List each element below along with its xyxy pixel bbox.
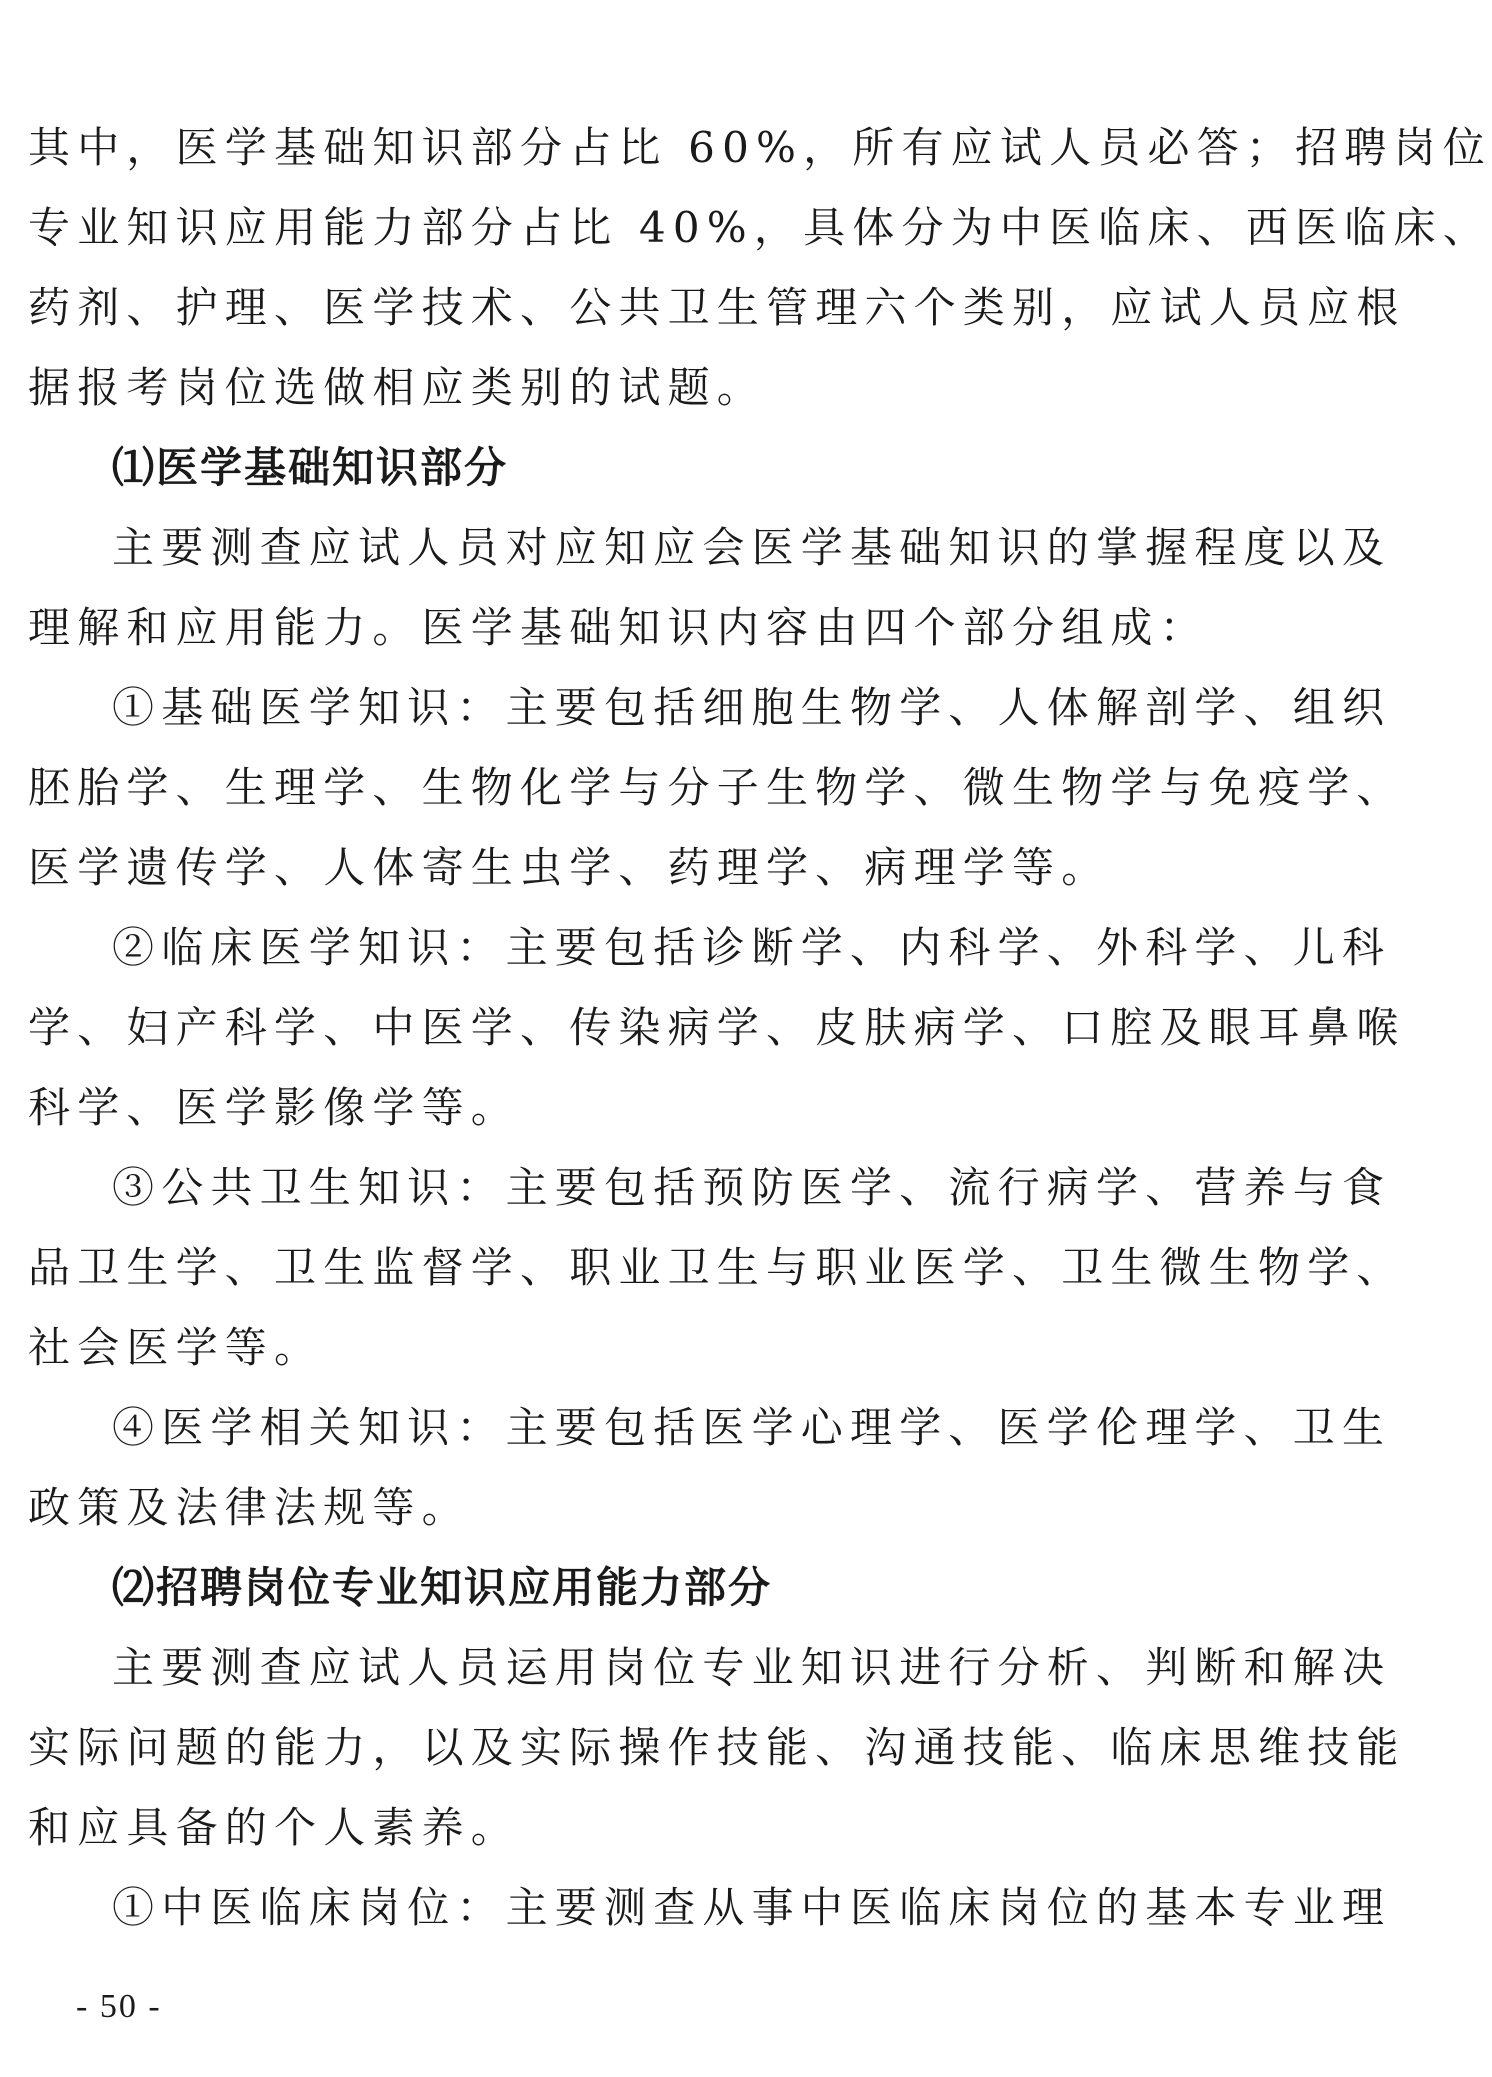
- text-line: 学、妇产科学、中医学、传染病学、皮肤病学、口腔及眼耳鼻喉: [28, 1003, 1406, 1052]
- document-body: [28, 108, 1492, 1948]
- text-line: 政策及法律法规等。: [28, 1483, 471, 1532]
- text-line: ①基础医学知识：主要包括细胞生物学、人体解剖学、组织: [112, 683, 1392, 732]
- text-line: 专业知识应用能力部分占比 40%，具体分为中医临床、西医临床、: [28, 203, 1492, 252]
- section-heading: ⑵招聘岗位专业知识应用能力部分: [112, 1563, 773, 1612]
- section-heading: ⑴医学基础知识部分: [112, 443, 509, 492]
- text-line: 主要测查应试人员对应知应会医学基础知识的掌握程度以及: [112, 523, 1392, 572]
- text-line: 医学遗传学、人体寄生虫学、药理学、病理学等。: [28, 843, 1111, 892]
- text-line: ①中医临床岗位：主要测查从事中医临床岗位的基本专业理: [112, 1883, 1392, 1932]
- page-number: - 50 -: [76, 1988, 162, 2025]
- text-line: 药剂、护理、医学技术、公共卫生管理六个类别，应试人员应根: [28, 283, 1406, 332]
- text-line: ④医学相关知识：主要包括医学心理学、医学伦理学、卫生: [112, 1403, 1392, 1452]
- text-line: 胚胎学、生理学、生物化学与分子生物学、微生物学与免疫学、: [28, 763, 1406, 812]
- text-line: ③公共卫生知识：主要包括预防医学、流行病学、营养与食: [112, 1163, 1392, 1212]
- text-line: 科学、医学影像学等。: [28, 1083, 521, 1132]
- text-line: 品卫生学、卫生监督学、职业卫生与职业医学、卫生微生物学、: [28, 1243, 1406, 1292]
- text-line: 据报考岗位选做相应类别的试题。: [28, 363, 767, 412]
- text-line: 和应具备的个人素养。: [28, 1803, 521, 1852]
- text-line: 主要测查应试人员运用岗位专业知识进行分析、判断和解决: [112, 1643, 1392, 1692]
- text-line: ②临床医学知识：主要包括诊断学、内科学、外科学、儿科: [112, 923, 1392, 972]
- text-line: 实际问题的能力，以及实际操作技能、沟通技能、临床思维技能: [28, 1723, 1406, 1772]
- text-line: 理解和应用能力。医学基础知识内容由四个部分组成：: [28, 603, 1209, 652]
- text-line: 社会医学等。: [28, 1323, 324, 1372]
- text-line: 其中，医学基础知识部分占比 60%，所有应试人员必答；招聘岗位: [28, 123, 1492, 172]
